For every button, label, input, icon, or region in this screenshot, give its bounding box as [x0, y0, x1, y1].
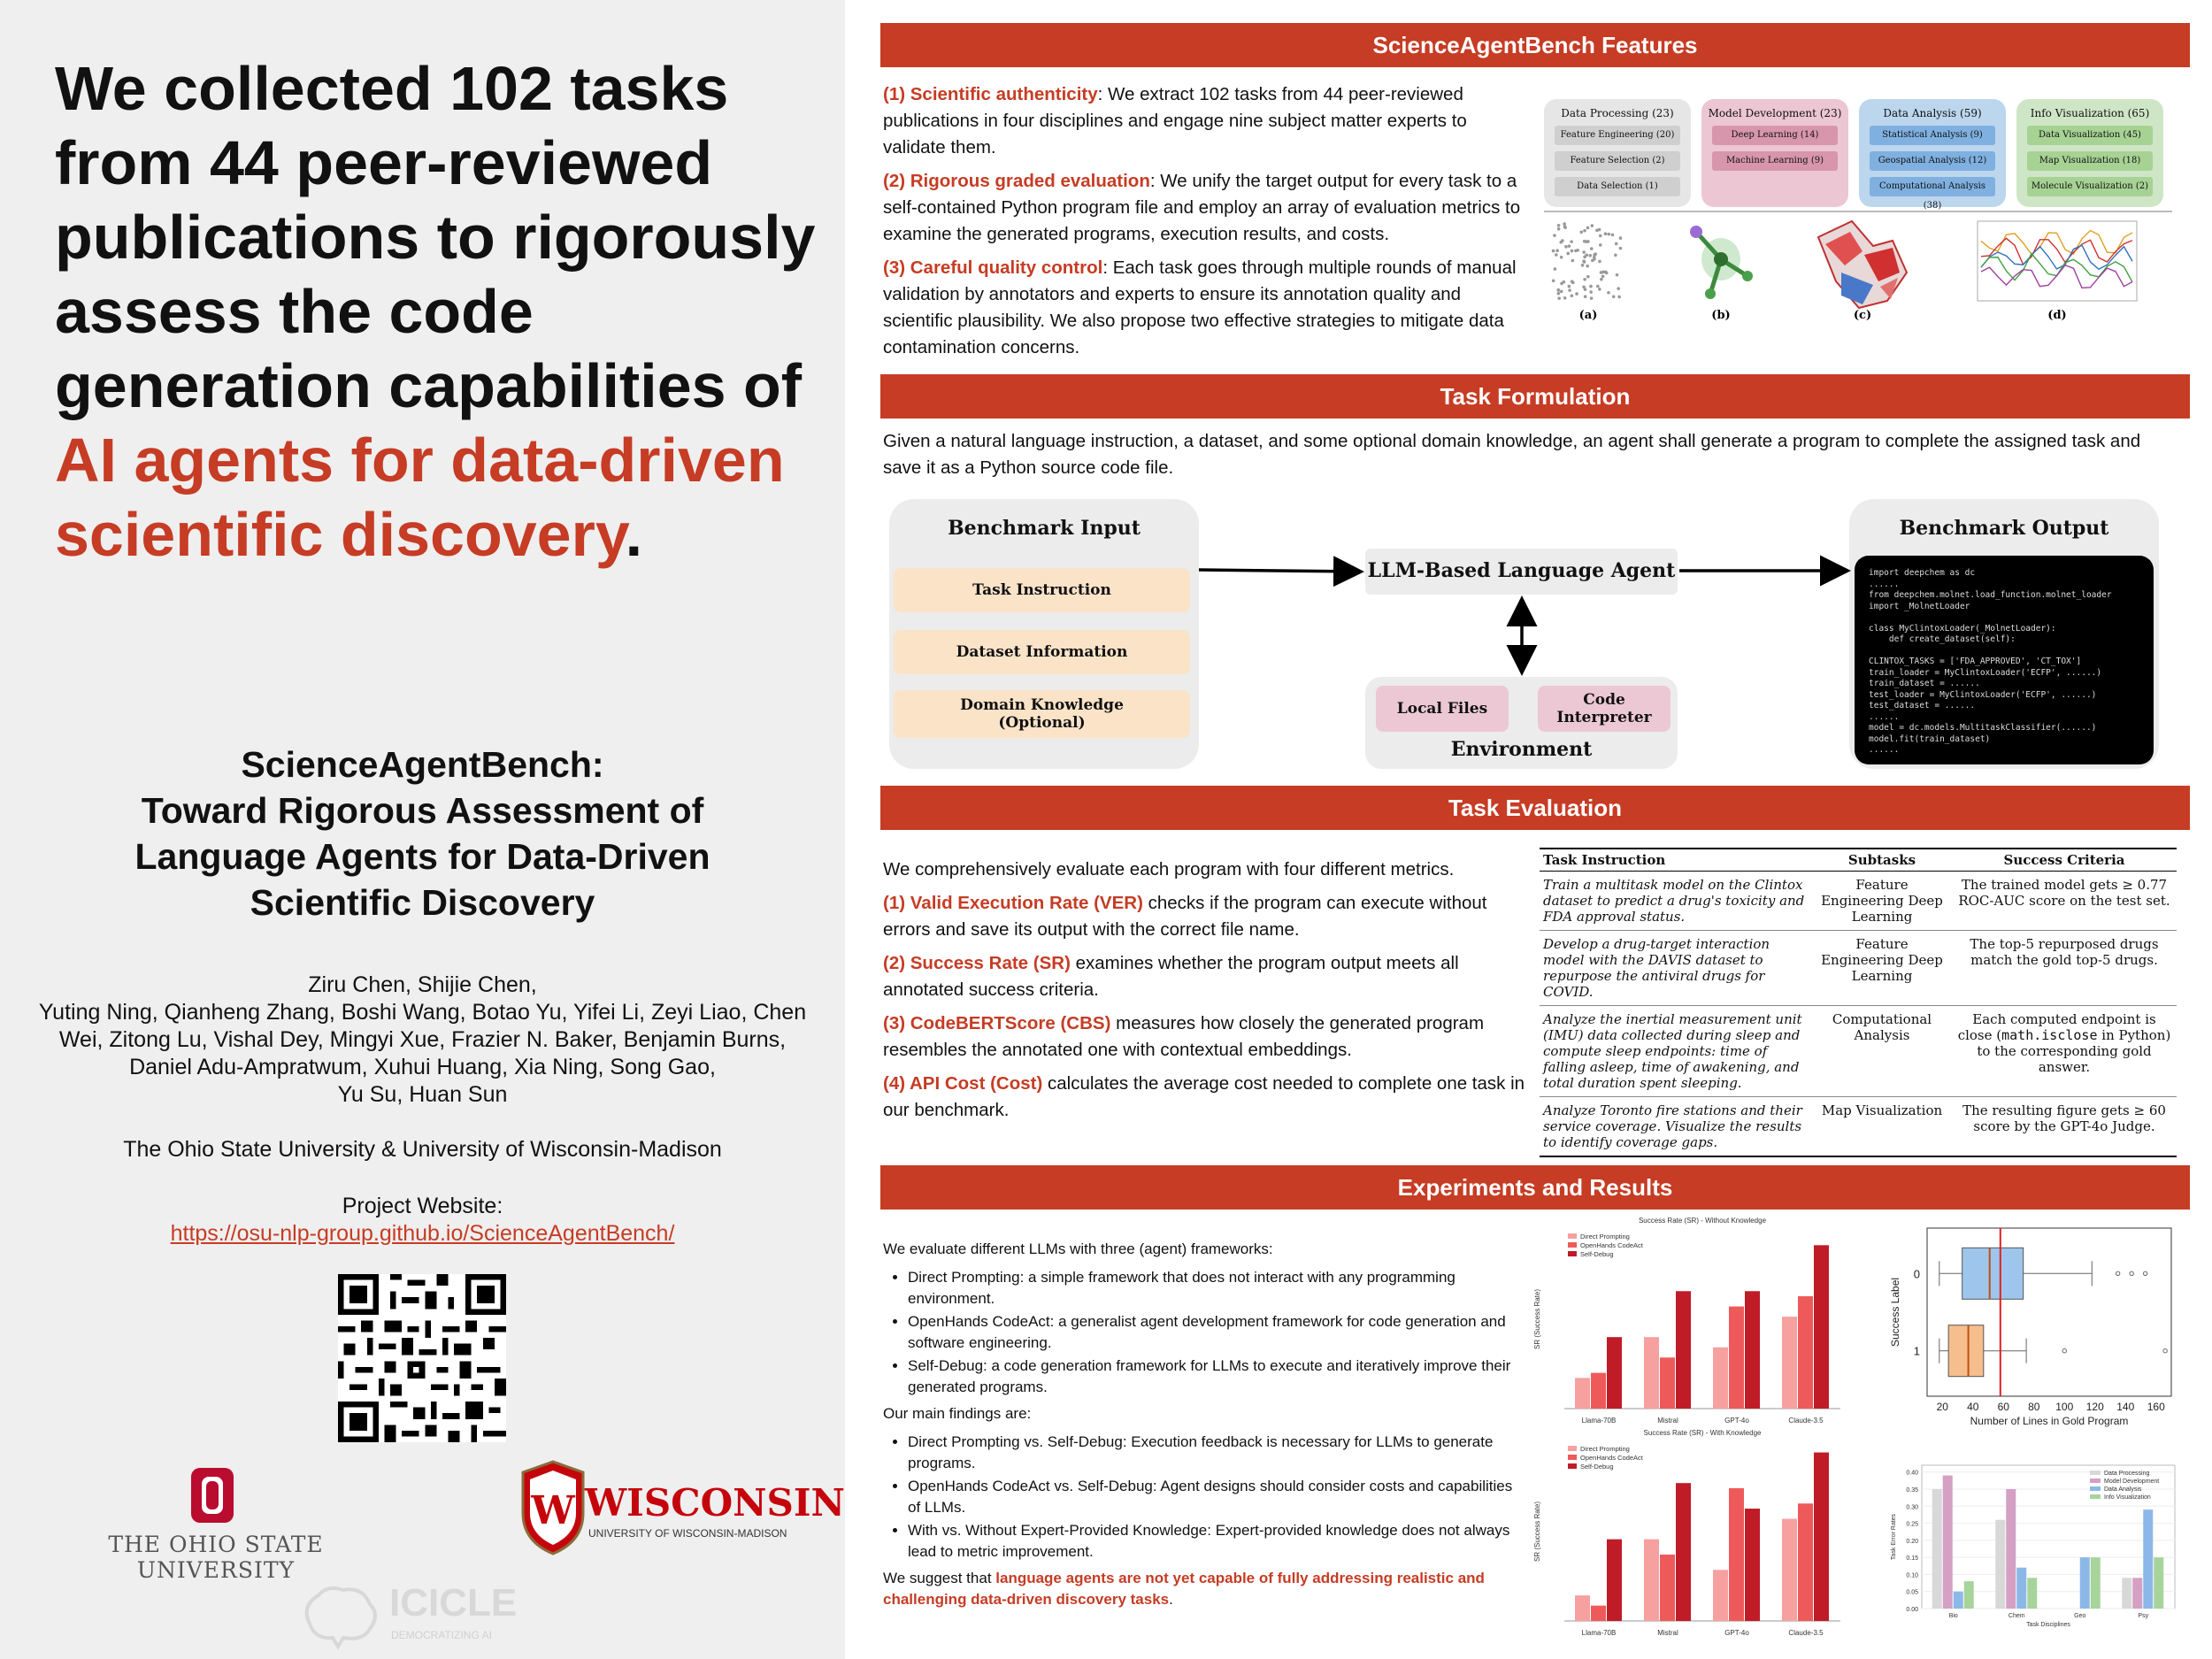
chart-bar — [1644, 1540, 1659, 1621]
category-divider — [1544, 211, 2172, 212]
chart-bar — [1745, 1509, 1760, 1621]
features-text: (1) Scientific authenticity: We extract 102 tasks from 44 peer-reviewed publications in four disciplines and engage nine subject matter experts to validate them. (2) Rigorous graded evaluation: We unify the target output for every task to a self-contained Python program file and employ an array of evaluation metrics to examine the generated programs, execution results, and costs. (3) Careful quality control: Each task goes through multiple rounds of manual validation by annotators and experts to ensure its annotation quality and scientific plausibility. We also propose two effective strategies to mitigate data contamination concerns. — [883, 84, 1521, 357]
experiments-text: We evaluate different LLMs with three (agent) frameworks: • Direct Prompting: a simple framework that does not interact with any programming environment. • OpenHands CodeAct: a generalist agent development framework for code generation and software engineering. • Self-Debug: a code generation framework for LLMs to execute and iteratively improve their generated programs. Our main findings are: • Direct Prompting vs. Self-Debug: Execution feedback is necessary for LLMs to generate programs. • OpenHands CodeAct vs. Self-Debug: Agent designs should consider costs and capabilities of LLMs. • With vs. Without Expert-Provided Knowledge: Expert-provided knowledge does not always lead to metric improvement. We suggest that language agents are not yet capable of fully addressing realistic and challenging data-driven discovery tasks. — [883, 1239, 1525, 1617]
category-item: Deep Learning (14) — [1712, 126, 1838, 145]
chart-title: Success Rate (SR) - Without Knowledge — [1638, 1217, 1767, 1225]
paper-title: ScienceAgentBench: Toward Rigorous Assessment of Language Agents for Data-Driven Scientific Discovery — [134, 744, 710, 923]
wisconsin-crest-icon — [518, 1460, 588, 1555]
chart-tick-label: GPT-4o — [1724, 1417, 1749, 1425]
chart-bar — [1591, 1373, 1606, 1409]
chart-bar — [2006, 1489, 2016, 1609]
chart-tick-label: 40 — [1967, 1401, 1979, 1413]
chart-xlabel: Number of Lines in Gold Program — [1970, 1415, 2129, 1427]
local-files-box: Local Files — [1376, 686, 1509, 732]
table-row: Analyze Toronto fire stations and their service coverage. Visualize the results to identify coverage gaps. Map Visualization The resulting figure gets ≥ 60 score by the GPT-4o Judge. — [1540, 1097, 2177, 1157]
figure-label-d: (d) — [2047, 309, 2067, 322]
table-row: Train a multitask model on the Clintox dataset to predict a drug's toxicity and FDA approval status. Feature Engineering Deep Learning The trained model gets ≥ 0.77 ROC-AUC score on the test set. — [1540, 872, 2177, 931]
legend-label: OpenHands CodeAct — [1580, 1241, 1643, 1249]
legend-swatch — [2090, 1471, 2101, 1475]
chart-tick-label: 60 — [1997, 1401, 2009, 1413]
chart-bar — [1954, 1592, 1963, 1609]
chart-bar — [1932, 1489, 1942, 1609]
code-snippet: import deepchem as dc ...... from deepchem.molnet.load_function.molnet_loader import _MolnetLoader class MyClintoxLoader(_MolnetLoader): def create_dataset(self): CLINTOX_TASKS = ['FDA_APPROVED', 'CT_TOX'] train_loader = MyClintoxLoader('ECFP', ......) train_dataset = ...... test_loader = MyClintoxLoader('ECFP', ......) test_dataset = ...... ...... model = dc.models.MultitaskClassifier(......) model.fit(train_dataset) ...... — [1855, 556, 2154, 764]
chart-ylabel: SR (Success Rate) — [1533, 1288, 1541, 1350]
chart-bar — [2016, 1568, 2026, 1609]
category-item: Molecule Visualization (2) — [2027, 177, 2153, 196]
legend-label: OpenHands CodeAct — [1580, 1454, 1643, 1462]
chart-tick-label: 100 — [2055, 1401, 2074, 1413]
category-column — [1701, 99, 1848, 207]
chart-bar — [1575, 1595, 1590, 1621]
chart-tick-label: Llama-70B — [1581, 1417, 1617, 1425]
flow-arrows — [1194, 531, 1867, 690]
legend-swatch — [1568, 1455, 1577, 1460]
chart-bar — [2132, 1578, 2142, 1609]
legend-label: Data Analysis — [2104, 1486, 2142, 1493]
legend-label: Direct Prompting — [1580, 1445, 1630, 1453]
sample-figures — [1544, 219, 2172, 324]
chart-bar — [1591, 1606, 1606, 1621]
chart-title: Success Rate (SR) - With Knowledge — [1643, 1429, 1762, 1437]
category-item: Machine Learning (9) — [1712, 151, 1838, 171]
figure-label-c: (c) — [1853, 309, 1872, 322]
chart-bar — [1676, 1291, 1691, 1409]
chart-tick-label: 0.40 — [1906, 1470, 1918, 1477]
legend-label: Self-Debug — [1580, 1463, 1614, 1471]
list-item: • Self-Debug: a code generation framework for LLMs to execute and iteratively improve their generated programs. — [908, 1356, 1525, 1398]
chart-bar — [2122, 1578, 2131, 1609]
legend-swatch — [1568, 1242, 1577, 1248]
findings-list — [883, 1432, 1525, 1563]
category-title: Model Development (23) — [1708, 107, 1842, 119]
chart-bar — [2080, 1557, 2090, 1609]
table-row: Develop a drug-target interaction model with the DAVIS dataset to repurpose the antiviral drugs for COVID. Feature Engineering Deep Learning The top-5 repurposed drugs match the gold top-5 drugs. — [1540, 931, 2177, 1006]
sr-without-knowledge-chart — [1531, 1214, 1849, 1433]
affiliation: The Ohio State University & University of Wisconsin-Madison — [123, 1137, 722, 1162]
table-row: Analyze the inertial measurement unit (IMU) data collected during sleep and compute sleep endpoints: time of falling asleep, time of awakening, and total duration spent sleeping. Computational Analysis Each computed endpoint is close (math.isclose in Python) to the corresponding gold answer. — [1540, 1006, 2177, 1097]
chart-bar — [1943, 1476, 1953, 1609]
features-banner: ScienceAgentBench Features — [880, 23, 2190, 67]
category-item: Map Visualization (18) — [2027, 151, 2153, 171]
chart-tick-label: 140 — [2116, 1401, 2135, 1413]
wisconsin-logo — [518, 1460, 845, 1557]
input-to-agent-arrow — [1199, 570, 1358, 572]
chart-bar — [1607, 1540, 1622, 1621]
category-item: Data Selection (1) — [1555, 177, 1680, 196]
chart-ylabel: Task Error Rates — [1891, 1513, 1897, 1561]
chart-tick-label: 80 — [2028, 1401, 2040, 1413]
chart-bar — [1995, 1520, 2005, 1609]
legend-swatch — [1568, 1463, 1577, 1469]
chart-bar — [1782, 1317, 1797, 1409]
chart-tick-label: Psy — [2138, 1613, 2149, 1619]
chart-bar — [1660, 1555, 1675, 1621]
figure-label-a: (a) — [1578, 309, 1598, 322]
dataset-information-box: Dataset Information — [894, 630, 1190, 674]
chart-bar — [1814, 1453, 1829, 1621]
chart-tick-label: 0.35 — [1906, 1487, 1918, 1494]
legend-swatch — [1568, 1446, 1577, 1451]
list-item: • OpenHands CodeAct: a generalist agent development framework for code generation and software engineering. — [908, 1311, 1525, 1354]
legend-label: Model Development — [2104, 1479, 2160, 1485]
chart-tick-label: 0.25 — [1906, 1521, 1918, 1528]
chart-bar — [1607, 1337, 1622, 1409]
category-column — [1859, 99, 2006, 211]
wisconsin-subtitle: UNIVERSITY OF WISCONSIN-MADISON — [588, 1527, 787, 1540]
category-item: Feature Engineering (20) — [1555, 126, 1680, 145]
agent-title: LLM-Based Language Agent — [1367, 559, 1676, 582]
chart-ylabel: Success Label — [1889, 1277, 1901, 1348]
category-diagram — [1544, 99, 2172, 329]
legend-swatch — [1568, 1251, 1577, 1256]
experiments-banner: Experiments and Results — [880, 1165, 2190, 1210]
icicle-wordmark: ICICLE — [389, 1581, 518, 1624]
chart-bar — [1798, 1503, 1813, 1621]
chart-tick-label: Bio — [1948, 1613, 1958, 1619]
chart-bar — [1814, 1245, 1829, 1409]
category-item: Data Visualization (45) — [2027, 126, 2153, 145]
icicle-tagline: DEMOCRATIZING AI — [391, 1629, 492, 1641]
chart-tick-label: Claude-3.5 — [1788, 1629, 1824, 1637]
task-instruction-box: Task Instruction — [894, 568, 1190, 612]
chart-bar — [2154, 1557, 2163, 1609]
chart-tick-label: 120 — [2085, 1401, 2104, 1413]
osu-wordmark: THE OHIO STATE UNIVERSITY — [108, 1532, 324, 1583]
chart-tick-label: Geo — [2074, 1613, 2086, 1619]
domain-knowledge-box: Domain Knowledge (Optional) — [894, 690, 1190, 738]
chart-ylabel: SR (Success Rate) — [1533, 1501, 1541, 1563]
category-item: Feature Selection (2) — [1555, 151, 1680, 171]
box — [1948, 1325, 1984, 1377]
legend-label: Data Processing — [2104, 1471, 2150, 1477]
category-item: Computational Analysis (38) — [1870, 177, 1995, 196]
chart-bar — [1713, 1570, 1728, 1621]
chart-bar — [1644, 1337, 1659, 1409]
headline: We collected 102 tasks from 44 peer-reviewed publications to rigorously assess the code generation capabilities of AI agents for data-driven scientific discovery. — [55, 54, 816, 569]
svg-text:W: W — [531, 1488, 575, 1533]
chart-tick-label: Mistral — [1657, 1417, 1678, 1425]
benchmark-input-title: Benchmark Input — [948, 517, 1141, 540]
chart-bar — [1729, 1307, 1744, 1409]
evaluation-table — [1540, 848, 2177, 1157]
formulation-banner: Task Formulation — [880, 374, 2190, 419]
chart-tick-label: 20 — [1936, 1401, 1948, 1413]
chart-bar — [1676, 1483, 1691, 1621]
category-column — [1544, 99, 1691, 207]
legend-swatch — [2090, 1479, 2101, 1483]
legend-label: Self-Debug — [1580, 1250, 1614, 1258]
figure-label-b: (b) — [1711, 309, 1731, 322]
code-interpreter-box: Code Interpreter — [1538, 686, 1671, 732]
category-column — [2016, 99, 2163, 207]
chart-tick-label: 160 — [2147, 1401, 2165, 1413]
legend-label: Info Visualization — [2104, 1494, 2151, 1501]
environment-title: Environment — [1450, 738, 1593, 761]
chart-bar — [1964, 1581, 1974, 1609]
brain-icon — [292, 1579, 389, 1650]
frameworks-list — [883, 1267, 1525, 1398]
osu-logo — [48, 1464, 384, 1583]
chart-tick-label: 0 — [1913, 1267, 1920, 1281]
legend-swatch — [2090, 1486, 2101, 1491]
chart-tick-label: Claude-3.5 — [1788, 1417, 1824, 1425]
list-item: • With vs. Without Expert-Provided Knowledge: Expert-provided knowledge does not always lead to metric improvement. — [908, 1520, 1525, 1563]
list-item: • OpenHands CodeAct vs. Self-Debug: Agent designs should consider costs and capabilities of LLMs. — [908, 1476, 1525, 1518]
project-link[interactable]: https://osu-nlp-group.github.io/ScienceAgentBench/ — [170, 1221, 675, 1246]
list-item: • Direct Prompting vs. Self-Debug: Execution feedback is necessary for LLMs to generate programs. — [908, 1432, 1525, 1474]
error-rate-chart — [1886, 1456, 2184, 1635]
list-item: • Direct Prompting: a simple framework that does not interact with any programming environment. — [908, 1267, 1525, 1310]
chart-tick-label: 0.20 — [1906, 1538, 1918, 1545]
qr-code-icon[interactable] — [338, 1274, 506, 1442]
chart-tick-label: Llama-70B — [1581, 1629, 1617, 1637]
chart-bar — [1575, 1378, 1590, 1409]
chart-tick-label: 1 — [1913, 1344, 1920, 1358]
category-title: Data Analysis (59) — [1883, 107, 1982, 119]
chart-xlabel: Task Disciplines — [2026, 1622, 2070, 1628]
category-item: Geospatial Analysis (12) — [1870, 151, 1995, 171]
scatter-figure-icon — [1552, 222, 1622, 300]
chart-tick-label: Chem — [2008, 1613, 2025, 1619]
legend-swatch — [2090, 1494, 2101, 1499]
chart-bar — [2027, 1578, 2037, 1609]
chart-tick-label: 0.05 — [1906, 1589, 1918, 1596]
evaluation-text: We comprehensively evaluate each program with four different metrics. (1) Valid Execution Rate (VER) checks if the program can execute without errors and save its output with the correct file name. (2) Success Rate (SR) examines whether the program output meets all annotated success criteria. (3) CodeBERTScore (CBS) measures how closely the generated program resembles the annotated one with contextual embeddings. (4) API Cost (Cost) calculates the average cost needed to complete one task in our benchmark. — [883, 859, 1525, 1120]
chart-bar — [1782, 1519, 1797, 1621]
authors: Ziru Chen, Shijie Chen, Yuting Ning, Qianheng Zhang, Boshi Wang, Botao Yu, Yifei Li, Zeyi Liao, Chen Wei, Zitong Lu, Vishal Dey, Mingyi Xue, Frazier N. Baker, Benjamin Burns, Daniel Adu-Ampratwum, Xuhui Huang, Xia Ning, Song Gao, Yu Su, Huan Sun — [38, 972, 807, 1107]
benchmark-output-title: Benchmark Output — [1899, 517, 2109, 540]
line-chart-figure-icon — [1978, 221, 2137, 301]
chart-bar — [2091, 1557, 2101, 1609]
chart-tick-label: GPT-4o — [1724, 1629, 1749, 1637]
wisconsin-wordmark: WISCONSIN — [585, 1481, 845, 1525]
chart-tick-label: 0.00 — [1906, 1607, 1918, 1613]
chart-bar — [1660, 1357, 1675, 1409]
legend-label: Direct Prompting — [1580, 1233, 1630, 1240]
lines-boxplot-chart — [1886, 1221, 2184, 1432]
sr-with-knowledge-chart — [1531, 1426, 1849, 1646]
chart-bar — [1729, 1488, 1744, 1621]
chart-tick-label: 0.10 — [1906, 1572, 1918, 1579]
category-title: Data Processing (23) — [1561, 107, 1674, 119]
formulation-text: Given a natural language instruction, a dataset, and some optional domain knowledge, an agent shall generate a program to complete the assigned task and save it as a Python source code file. — [883, 431, 2141, 478]
chart-bar — [1745, 1291, 1760, 1409]
chart-bar — [2143, 1509, 2153, 1609]
table-header-row: Task Instruction Subtasks Success Criteria — [1540, 849, 2177, 872]
evaluation-banner: Task Evaluation — [880, 786, 2190, 830]
chart-tick-label: Mistral — [1657, 1629, 1678, 1637]
chart-tick-label: 0.30 — [1906, 1504, 1918, 1511]
chart-bar — [1798, 1296, 1813, 1409]
molecule-figure-icon — [1690, 226, 1753, 299]
category-item: Statistical Analysis (9) — [1870, 126, 1995, 145]
legend-swatch — [1568, 1233, 1577, 1239]
box — [1962, 1248, 2024, 1299]
project-label: Project Website: — [342, 1194, 503, 1218]
chart-bar — [1713, 1348, 1728, 1409]
map-figure-icon — [1818, 221, 1907, 308]
category-title: Info Visualization (65) — [2030, 107, 2150, 119]
chart-tick-label: 0.15 — [1906, 1555, 1918, 1563]
icicle-logo — [292, 1579, 540, 1650]
